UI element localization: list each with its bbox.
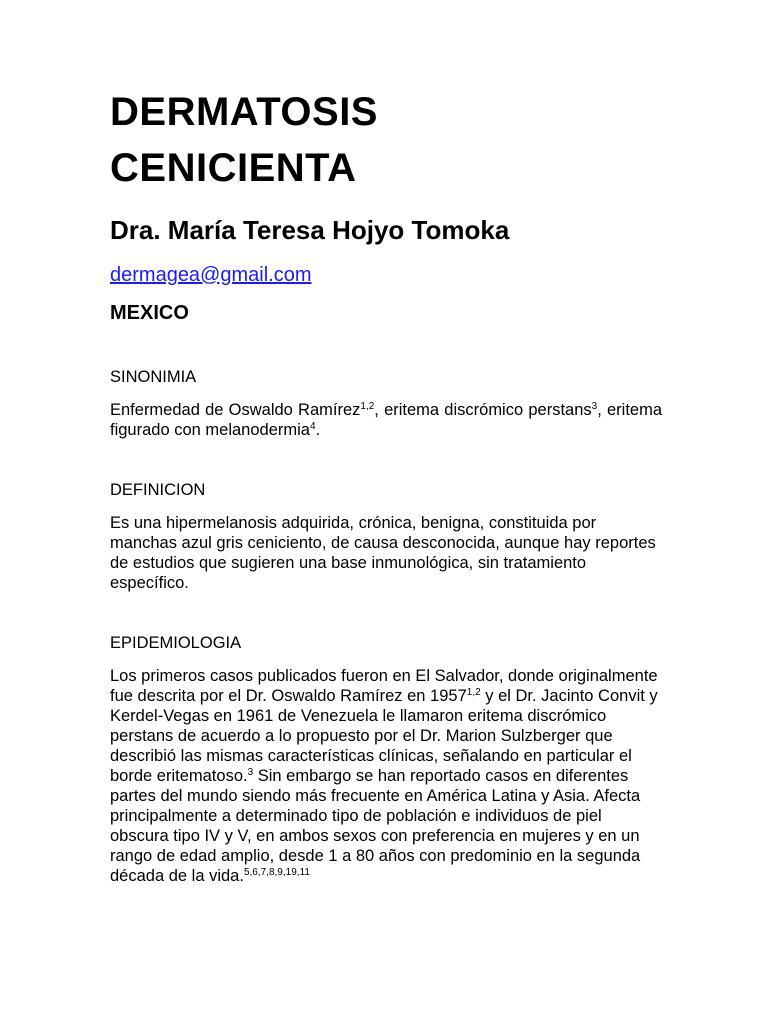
definicion-paragraph: Es una hipermelanosis adquirida, crónica, benigna, constituida por manchas azul gris ceniciento, de causa desconocida, aunque hay reportes de estudios que sugieren una base inmunológica, sin tratamiento específico.	[110, 514, 656, 592]
title-line-1: DERMATOSIS	[110, 90, 378, 134]
citation-superscript: 4	[309, 421, 316, 432]
section-epidemiologia	[110, 633, 662, 886]
sinonimia-text-3: , eritema figurado con melanodermia	[110, 401, 663, 439]
citation-superscript: 3	[591, 401, 598, 412]
section-heading-definicion: DEFINICION	[110, 481, 206, 499]
epidemiologia-text-3: Sin embargo se han reportado casos en diferentes partes del mundo siendo más frecuente en América Latina y Asia. Afecta principalmente a determinado tipo de población e individuos de piel obscura tipo IV y V, en ambos sexos con preferencia en mujeres y en un rango de edad amplio, desde 1 a 80 años con predominio en la segunda década de la vida.	[110, 767, 641, 885]
epidemiologia-text-1: Los primeros casos publicados fueron en El Salvador, donde originalmente fue descrita por el Dr. Oswaldo Ramírez en 1957	[110, 667, 658, 705]
author-name: Dra. María Teresa Hojyo Tomoka	[110, 215, 510, 245]
citation-superscript: 5,6,7,8,9,19,11	[243, 867, 310, 878]
sinonimia-text-4: .	[315, 421, 321, 439]
epidemiologia-paragraph	[110, 666, 662, 886]
citation-superscript: 3	[247, 767, 254, 778]
email-link[interactable]: dermagea@gmail.com	[110, 264, 312, 286]
citation-superscript: 1,2	[360, 401, 375, 412]
section-heading-epidemiologia: EPIDEMIOLOGIA	[110, 634, 242, 652]
section-definicion	[110, 480, 662, 593]
title-line-2: CENICIENTA	[110, 146, 357, 190]
sinonimia-text-1: Enfermedad de Oswaldo Ramírez	[110, 401, 361, 419]
sinonimia-text-2: , eritema discrómico perstans	[374, 401, 592, 419]
sinonimia-paragraph	[110, 400, 662, 440]
document-page	[110, 84, 662, 886]
section-sinonimia	[110, 367, 662, 440]
document-title	[110, 84, 662, 196]
section-heading-sinonimia: SINONIMIA	[110, 368, 197, 386]
country-label: MEXICO	[110, 302, 189, 324]
epidemiologia-text-2: y el Dr. Jacinto Convit y Kerdel-Vegas en 1961 de Venezuela le llamaron eritema discrómico perstans de acuerdo a lo propuesto por el Dr. Marion Sulzberger que describió las mismas características clínicas, señalando en particular el borde eritematoso.	[110, 687, 658, 785]
citation-superscript: 1,2	[466, 687, 481, 698]
